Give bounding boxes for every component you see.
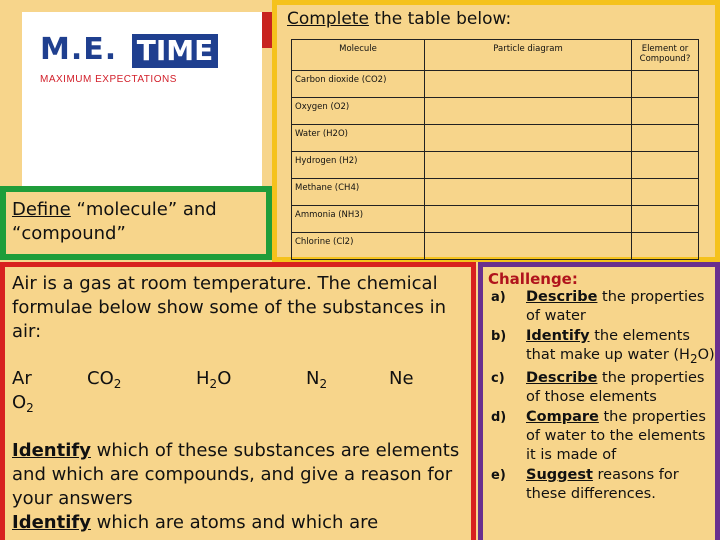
formula-base: N [306, 368, 320, 389]
formula-argon [12, 368, 32, 389]
formula-base: Ne [389, 368, 414, 389]
formula-nitrogen [306, 368, 327, 391]
list-item [488, 408, 718, 466]
molecule-cell: Chlorine (Cl2) [292, 233, 425, 260]
task2-verb: Identify [12, 512, 91, 533]
define-rest: “molecule” and “compound” [12, 199, 217, 244]
formula-base: CO [87, 368, 114, 389]
air-intro-text: Air is a gas at room temperature. The chemical formulae below show some of the substances in air: [12, 273, 447, 342]
formula-carbon-dioxide [87, 368, 121, 391]
classification-cell[interactable] [632, 152, 699, 179]
diagram-cell[interactable] [425, 152, 632, 179]
item-subscript: 2 [689, 351, 698, 366]
instruction-rest: the table below: [368, 9, 512, 29]
formula-tail: O [217, 368, 232, 389]
molecule-table [291, 39, 699, 260]
item-verb: Compare [526, 408, 599, 425]
molecule-cell: Carbon dioxide (CO2) [292, 71, 425, 98]
item-text: the properties of water to the elements it is made of [526, 408, 706, 464]
item-verb: Describe [526, 289, 598, 305]
formula-water [196, 368, 231, 391]
item-text: the properties of water [526, 289, 705, 325]
formula-subscript: 2 [209, 377, 218, 391]
column-header-particle-diagram: Particle diagram [425, 40, 632, 71]
formula-subscript: 2 [319, 377, 328, 391]
table-task-panel [272, 0, 720, 262]
challenge-list [488, 288, 718, 504]
logo-tagline: MAXIMUM EXPECTATIONS [40, 74, 177, 85]
task1-verb: Identify [12, 440, 91, 461]
instruction-verb: Complete [287, 9, 369, 29]
classification-cell[interactable] [632, 233, 699, 260]
formula-subscript: 2 [26, 401, 34, 415]
column-header-element-or-compound: Element or Compound? [632, 40, 699, 71]
item-verb: Identify [526, 327, 590, 344]
air-task-text [12, 439, 472, 535]
item-text: the properties of those elements [526, 370, 705, 406]
classification-cell[interactable] [632, 98, 699, 125]
table-row [292, 179, 699, 206]
define-instruction [12, 198, 266, 246]
list-item [488, 466, 718, 505]
molecule-cell: Methane (CH4) [292, 179, 425, 206]
table-row [292, 71, 699, 98]
list-item [488, 369, 718, 408]
molecule-cell: Water (H2O) [292, 125, 425, 152]
define-verb: Define [12, 199, 71, 220]
item-text: the elements that make up water (H [526, 327, 690, 363]
diagram-cell[interactable] [425, 98, 632, 125]
molecule-cell: Hydrogen (H2) [292, 152, 425, 179]
diagram-cell[interactable] [425, 125, 632, 152]
list-item [488, 327, 718, 370]
diagram-cell[interactable] [425, 179, 632, 206]
item-text: reasons for these differences. [526, 466, 679, 502]
table-header-row [292, 40, 699, 71]
table-instruction [287, 9, 511, 29]
table-row [292, 233, 699, 260]
define-task-panel [0, 186, 272, 260]
classification-cell[interactable] [632, 125, 699, 152]
formula-base: O [12, 392, 27, 413]
molecule-cell: Ammonia (NH3) [292, 206, 425, 233]
list-item [488, 288, 718, 327]
metime-logo [36, 26, 222, 94]
logo-brand-left: M.E. [40, 32, 118, 67]
logo-brand-right: TIME [132, 34, 218, 68]
table-row [292, 152, 699, 179]
table-row [292, 98, 699, 125]
air-task-panel [0, 262, 476, 540]
item-marker: a) [491, 290, 506, 305]
diagram-cell[interactable] [425, 206, 632, 233]
formula-base: Ar [12, 368, 32, 389]
task1-rest: which of these substances are elements and which are compounds, and give a reason for your answers [12, 440, 460, 509]
classification-cell[interactable] [632, 179, 699, 206]
item-marker: c) [491, 371, 505, 387]
challenge-panel [478, 262, 720, 540]
column-header-molecule: Molecule [292, 40, 425, 71]
diagram-cell[interactable] [425, 233, 632, 260]
item-marker: d) [491, 409, 507, 425]
classification-cell[interactable] [632, 71, 699, 98]
molecule-cell: Oxygen (O2) [292, 98, 425, 125]
classification-cell[interactable] [632, 206, 699, 233]
formula-subscript: 2 [113, 377, 122, 391]
item-marker: b) [491, 328, 507, 344]
table-row [292, 125, 699, 152]
diagram-cell[interactable] [425, 71, 632, 98]
item-verb: Describe [526, 370, 598, 387]
challenge-title: Challenge: [488, 270, 578, 288]
formula-oxygen [12, 392, 34, 415]
formula-base: H [196, 368, 210, 389]
item-verb: Suggest [526, 466, 593, 483]
table-row [292, 206, 699, 233]
task2-rest: which are atoms and which are [90, 512, 379, 533]
item-marker: e) [491, 467, 506, 483]
logo-panel [22, 12, 262, 190]
formula-neon [389, 368, 414, 389]
item-tail: O) [697, 346, 715, 363]
